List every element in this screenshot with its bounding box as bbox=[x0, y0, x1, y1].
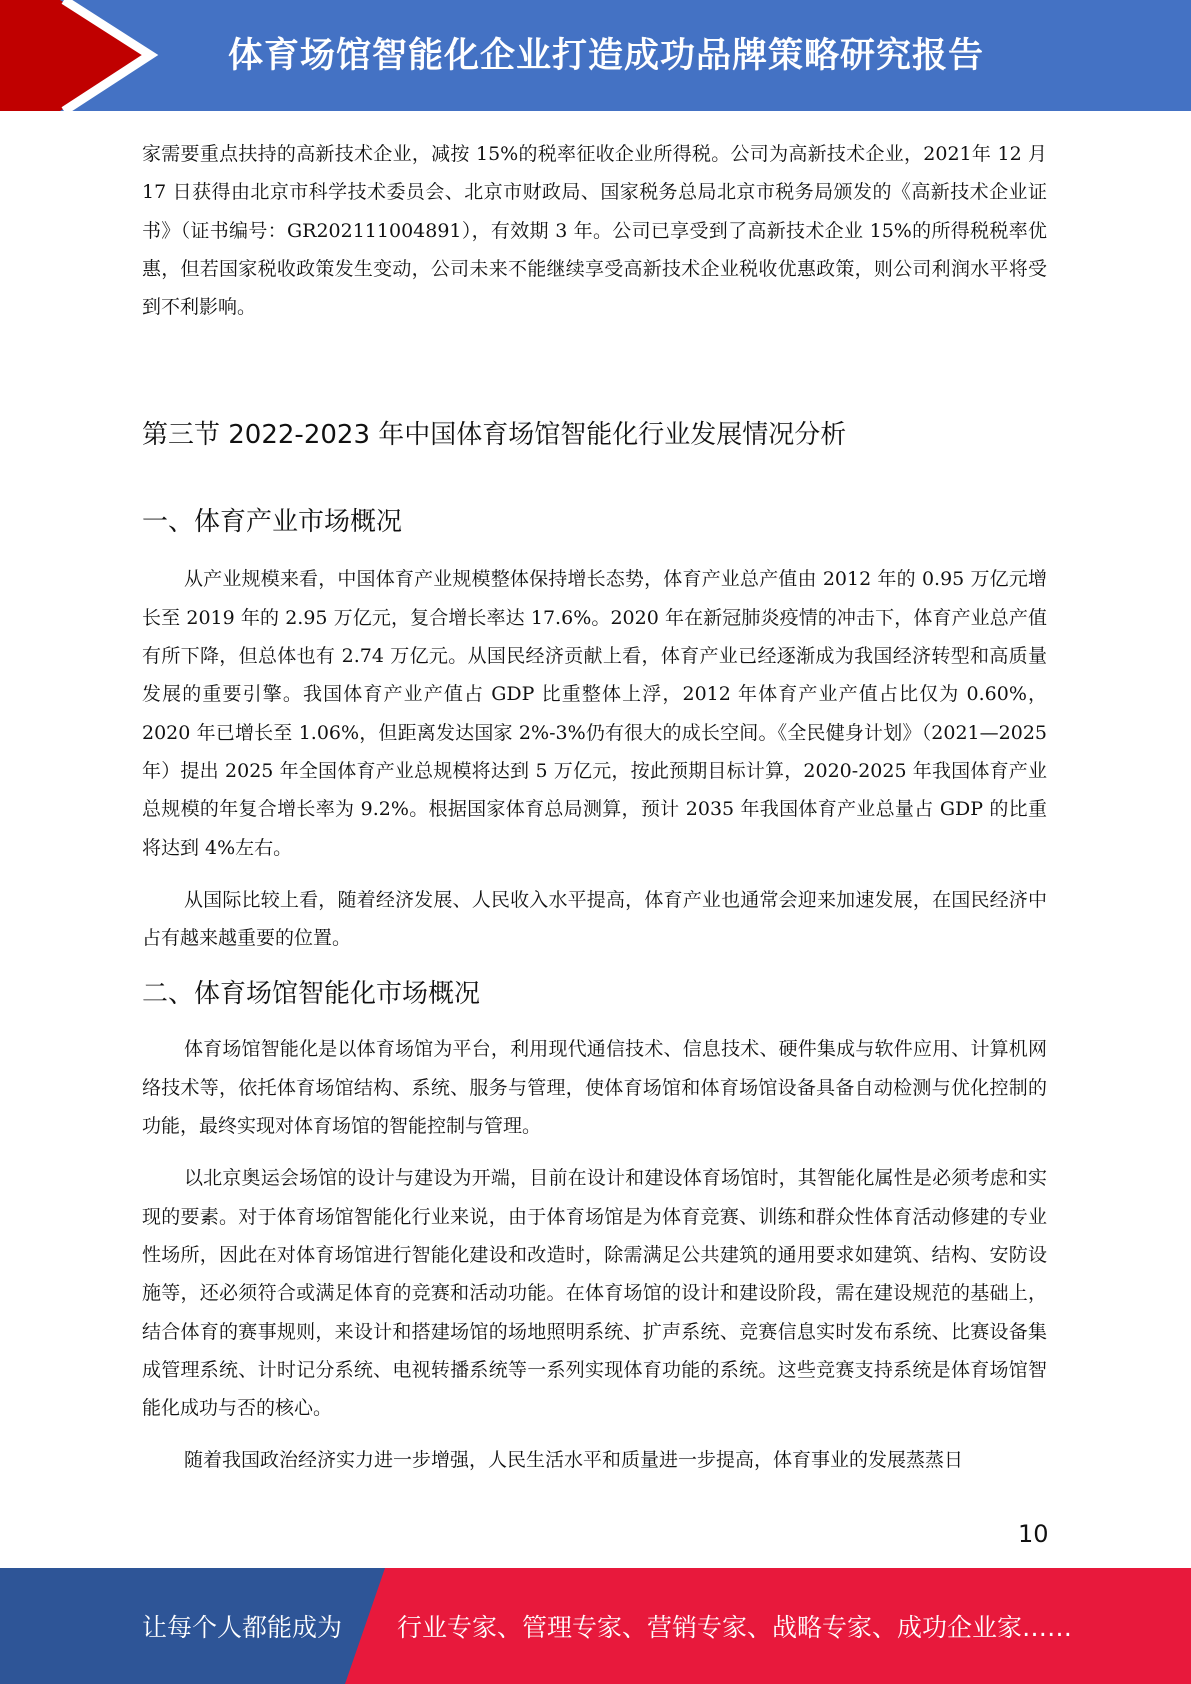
page-header bbox=[0, 0, 1191, 111]
intro-paragraph: 家需要重点扶持的高新技术企业，减按 15%的税率征收企业所得税。公司为高新技术企业，2021年 12 月 17 日获得由北京市科学技术委员会、北京市财政局、国家税务总局北京市税务局颁发的《高新技术企业证书》（证书编号：GR202111004891），有效期 3 年。公司已享受到了高新技术企业 15%的所得税税率优惠，但若国家税收政策发生变动，公司未来不能继续享受高新技术企业税收优惠政策，则公司利润水平将受到不利影响。 bbox=[142, 143, 1047, 319]
page-number: 10 bbox=[1018, 1520, 1049, 1548]
subsection-title-sports-industry: 一、体育产业市场概况 bbox=[142, 507, 403, 538]
section-title: 第三节 2022-2023 年中国体育场馆智能化行业发展情况分析 bbox=[142, 420, 847, 451]
page-footer bbox=[0, 1568, 1191, 1684]
venue-intelligence-paragraph-2: 以北京奥运会场馆的设计与建设为开端，目前在设计和建设体育场馆时，其智能化属性是必须考虑和实现的要素。对于体育场馆智能化行业来说，由于体育场馆是为体育竞赛、训练和群众性体育活动修建的专业性场所，因此在对体育场馆进行智能化建设和改造时，除需满足公共建筑的通用要求如建筑、结构、安防设施等，还必须符合或满足体育的竞赛和活动功能。在体育场馆的设计和建设阶段，需在建设规范的基础上，结合体育的赛事规则，来设计和搭建场馆的场地照明系统、扩声系统、竞赛信息实时发布系统、比赛设备集成管理系统、计时记分系统、电视转播系统等一系列实现体育功能的系统。这些竞赛支持系统是体育场馆智能化成功与否的核心。 bbox=[142, 1167, 1047, 1420]
report-title: 体育场馆智能化企业打造成功品牌策略研究报告 bbox=[228, 36, 985, 76]
footer-slogan-right: 行业专家、管理专家、营销专家、战略专家、成功企业家…… bbox=[397, 1613, 1073, 1642]
sports-industry-paragraph-1: 从产业规模来看，中国体育产业规模整体保持增长态势，体育产业总产值由 2012 年的 0.95 万亿元增长至 2019 年的 2.95 万亿元，复合增长率达 17.6%。2020 年在新冠肺炎疫情的冲击下，体育产业总产值有所下降，但总体也有 2.74 万亿元。从国民经济贡献上看，体育产业已经逐渐成为我国经济转型和高质量发展的重要引擎。我国体育产业产值占 GDP 比重整体上浮，2012 年体育产业产值占比仅为 0.60%，2020 年已增长至 1.06%，但距离发达国家 2%-3%仍有很大的成长空间。《全民健身计划》（2021—2025 年）提出 2025 年全国体育产业总规模将达到 5 万亿元，按此预期目标计算，2020-2025 年我国体育产业总规模的年复合增长率为 9.2%。根据国家体育总局测算，预计 2035 年我国体育产业总量占 GDP 的比重将达到 4%左右。 bbox=[142, 568, 1047, 859]
subsection-title-venue-intelligence: 二、体育场馆智能化市场概况 bbox=[142, 979, 481, 1010]
header-chevron-decoration bbox=[0, 0, 160, 111]
sports-industry-paragraph-2: 从国际比较上看，随着经济发展、人民收入水平提高，体育产业也通常会迎来加速发展，在国民经济中占有越来越重要的位置。 bbox=[142, 888, 1047, 950]
venue-intelligence-paragraph-1: 体育场馆智能化是以体育场馆为平台，利用现代通信技术、信息技术、硬件集成与软件应用、计算机网络技术等，依托体育场馆结构、系统、服务与管理，使体育场馆和体育场馆设备具备自动检测与优化控制的功能，最终实现对体育场馆的智能控制与管理。 bbox=[142, 1038, 1047, 1138]
footer-slogan-left: 让每个人都能成为 bbox=[142, 1613, 343, 1642]
page-content bbox=[142, 135, 1047, 1480]
venue-intelligence-paragraph-3: 随着我国政治经济实力进一步增强，人民生活水平和质量进一步提高，体育事业的发展蒸蒸日 bbox=[184, 1449, 964, 1472]
